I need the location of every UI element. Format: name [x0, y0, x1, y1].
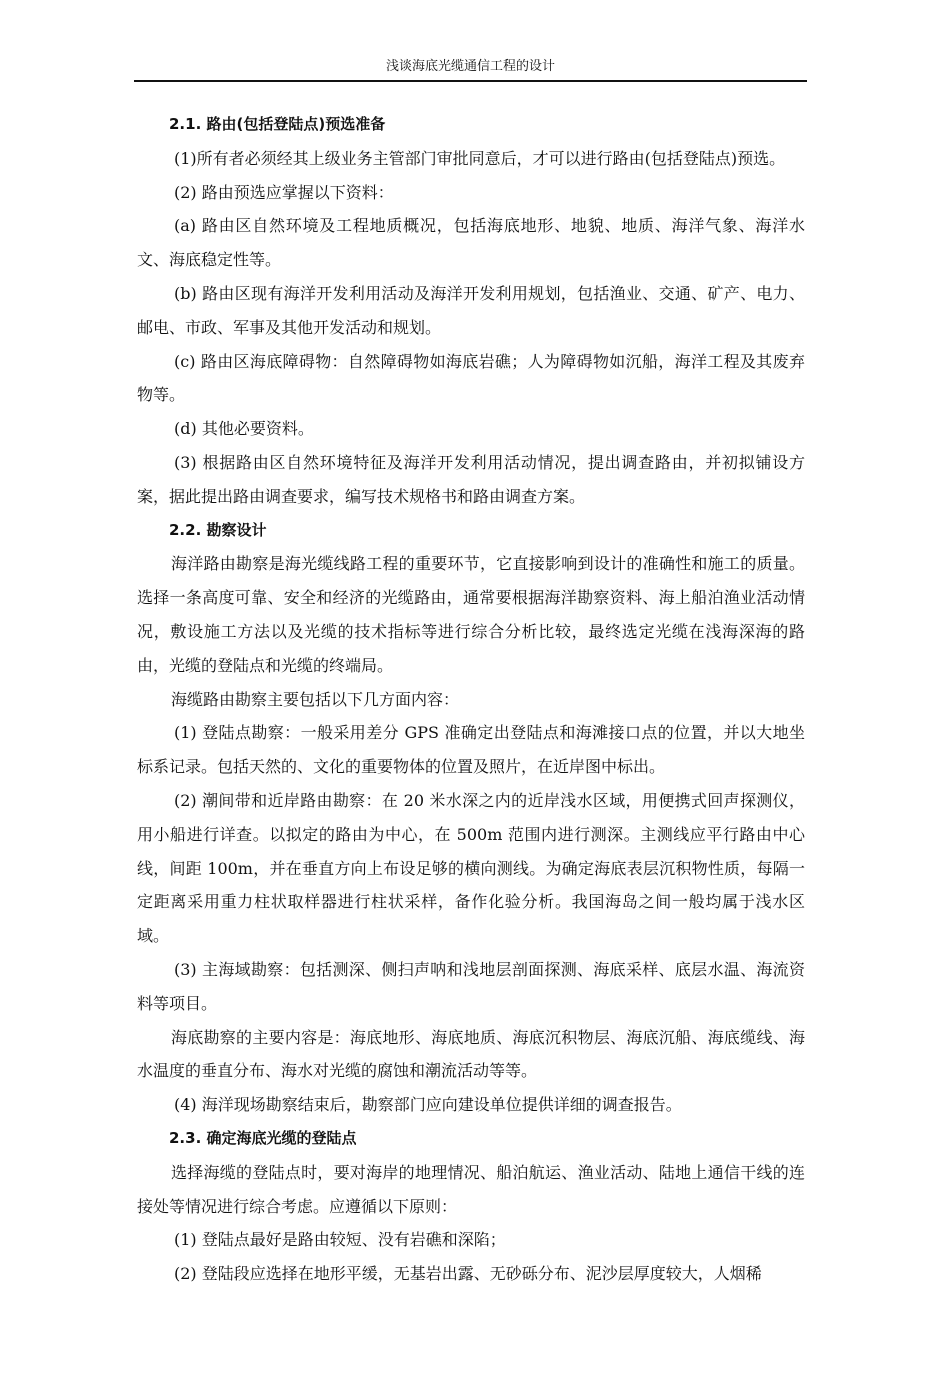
paragraph: (c) 路由区海底障碍物：自然障碍物如海底岩礁；人为障碍物如沉船，海洋工程及其废弃物等。	[137, 351, 805, 405]
paragraph: (4) 海洋现场勘察结束后，勘察部门应向建设单位提供详细的调查报告。	[174, 1095, 682, 1115]
paragraph: (2) 登陆段应选择在地形平缓，无基岩出露、无砂砾分布、泥沙层厚度较大，人烟稀	[174, 1264, 762, 1284]
paragraph: (a) 路由区自然环境及工程地质概况，包括海底地形、地貌、地质、海洋气象、海洋水文、海底稳定性等。	[137, 216, 805, 270]
paragraph: 海底勘察的主要内容是：海底地形、海底地质、海底沉积物层、海底沉船、海底缆线、海水温度的垂直分布、海水对光缆的腐蚀和潮流活动等等。	[137, 1027, 805, 1081]
paragraph: (d) 其他必要资料。	[174, 419, 314, 439]
header-rule	[134, 80, 807, 82]
section-heading: 2.1. 路由(包括登陆点)预选准备	[169, 115, 386, 133]
paragraph: (2) 潮间带和近岸路由勘察：在 20 米水深之内的近岸浅水区域，用便携式回声探测仪，用小船进行详查。以拟定的路由为中心，在 500m 范围内进行测深。主测线应平行路由中心线，间距 100m，并在垂直方向上布设足够的横向测线。为确定海底表层沉积物性质，每隔一定距离采用重力柱状取样器进行柱状采样，备作化验分析。我国海岛之间一般均属于浅水区域。	[137, 790, 805, 946]
paragraph: (2) 路由预选应掌握以下资料：	[174, 182, 394, 202]
body-text	[137, 108, 805, 1291]
paragraph: (3) 主海域勘察：包括测深、侧扫声呐和浅地层剖面探测、海底采样、底层水温、海流资料等项目。	[137, 959, 805, 1013]
paragraph: (1) 登陆点勘察：一般采用差分 GPS 准确定出登陆点和海滩接口点的位置，并以大地坐标系记录。包括天然的、文化的重要物体的位置及照片，在近岸图中标出。	[137, 723, 805, 777]
paragraph: 海缆路由勘察主要包括以下几方面内容：	[171, 689, 460, 709]
section-heading: 2.3. 确定海底光缆的登陆点	[169, 1128, 357, 1147]
paragraph: (1) 登陆点最好是路由较短、没有岩礁和深陷；	[174, 1230, 506, 1250]
section-heading: 2.2. 勘察设计	[169, 520, 267, 539]
paragraph: 海洋路由勘察是海光缆线路工程的重要环节，它直接影响到设计的准确性和施工的质量。选择一条高度可靠、安全和经济的光缆路由，通常要根据海洋勘察资料、海上船泊渔业活动情况，敷设施工方法以及光缆的技术指标等进行综合分析比较，最终选定光缆在浅海深海的路由，光缆的登陆点和光缆的终端局。	[137, 554, 805, 675]
paragraph: (1)所有者必须经其上级业务主管部门审批同意后，才可以进行路由(包括登陆点)预选。	[174, 148, 786, 168]
running-header: 浅谈海底光缆通信工程的设计	[385, 59, 555, 74]
paragraph: 选择海缆的登陆点时，要对海岸的地理情况、船泊航运、渔业活动、陆地上通信干线的连接处等情况进行综合考虑。应遵循以下原则：	[137, 1162, 805, 1216]
paragraph: (b) 路由区现有海洋开发利用活动及海洋开发利用规划，包括渔业、交通、矿产、电力、邮电、市政、军事及其他开发活动和规划。	[137, 283, 805, 337]
paragraph: (3) 根据路由区自然环境特征及海洋开发利用活动情况，提出调查路由，并初拟铺设方案，据此提出路由调查要求，编写技术规格书和路由调查方案。	[137, 452, 805, 506]
